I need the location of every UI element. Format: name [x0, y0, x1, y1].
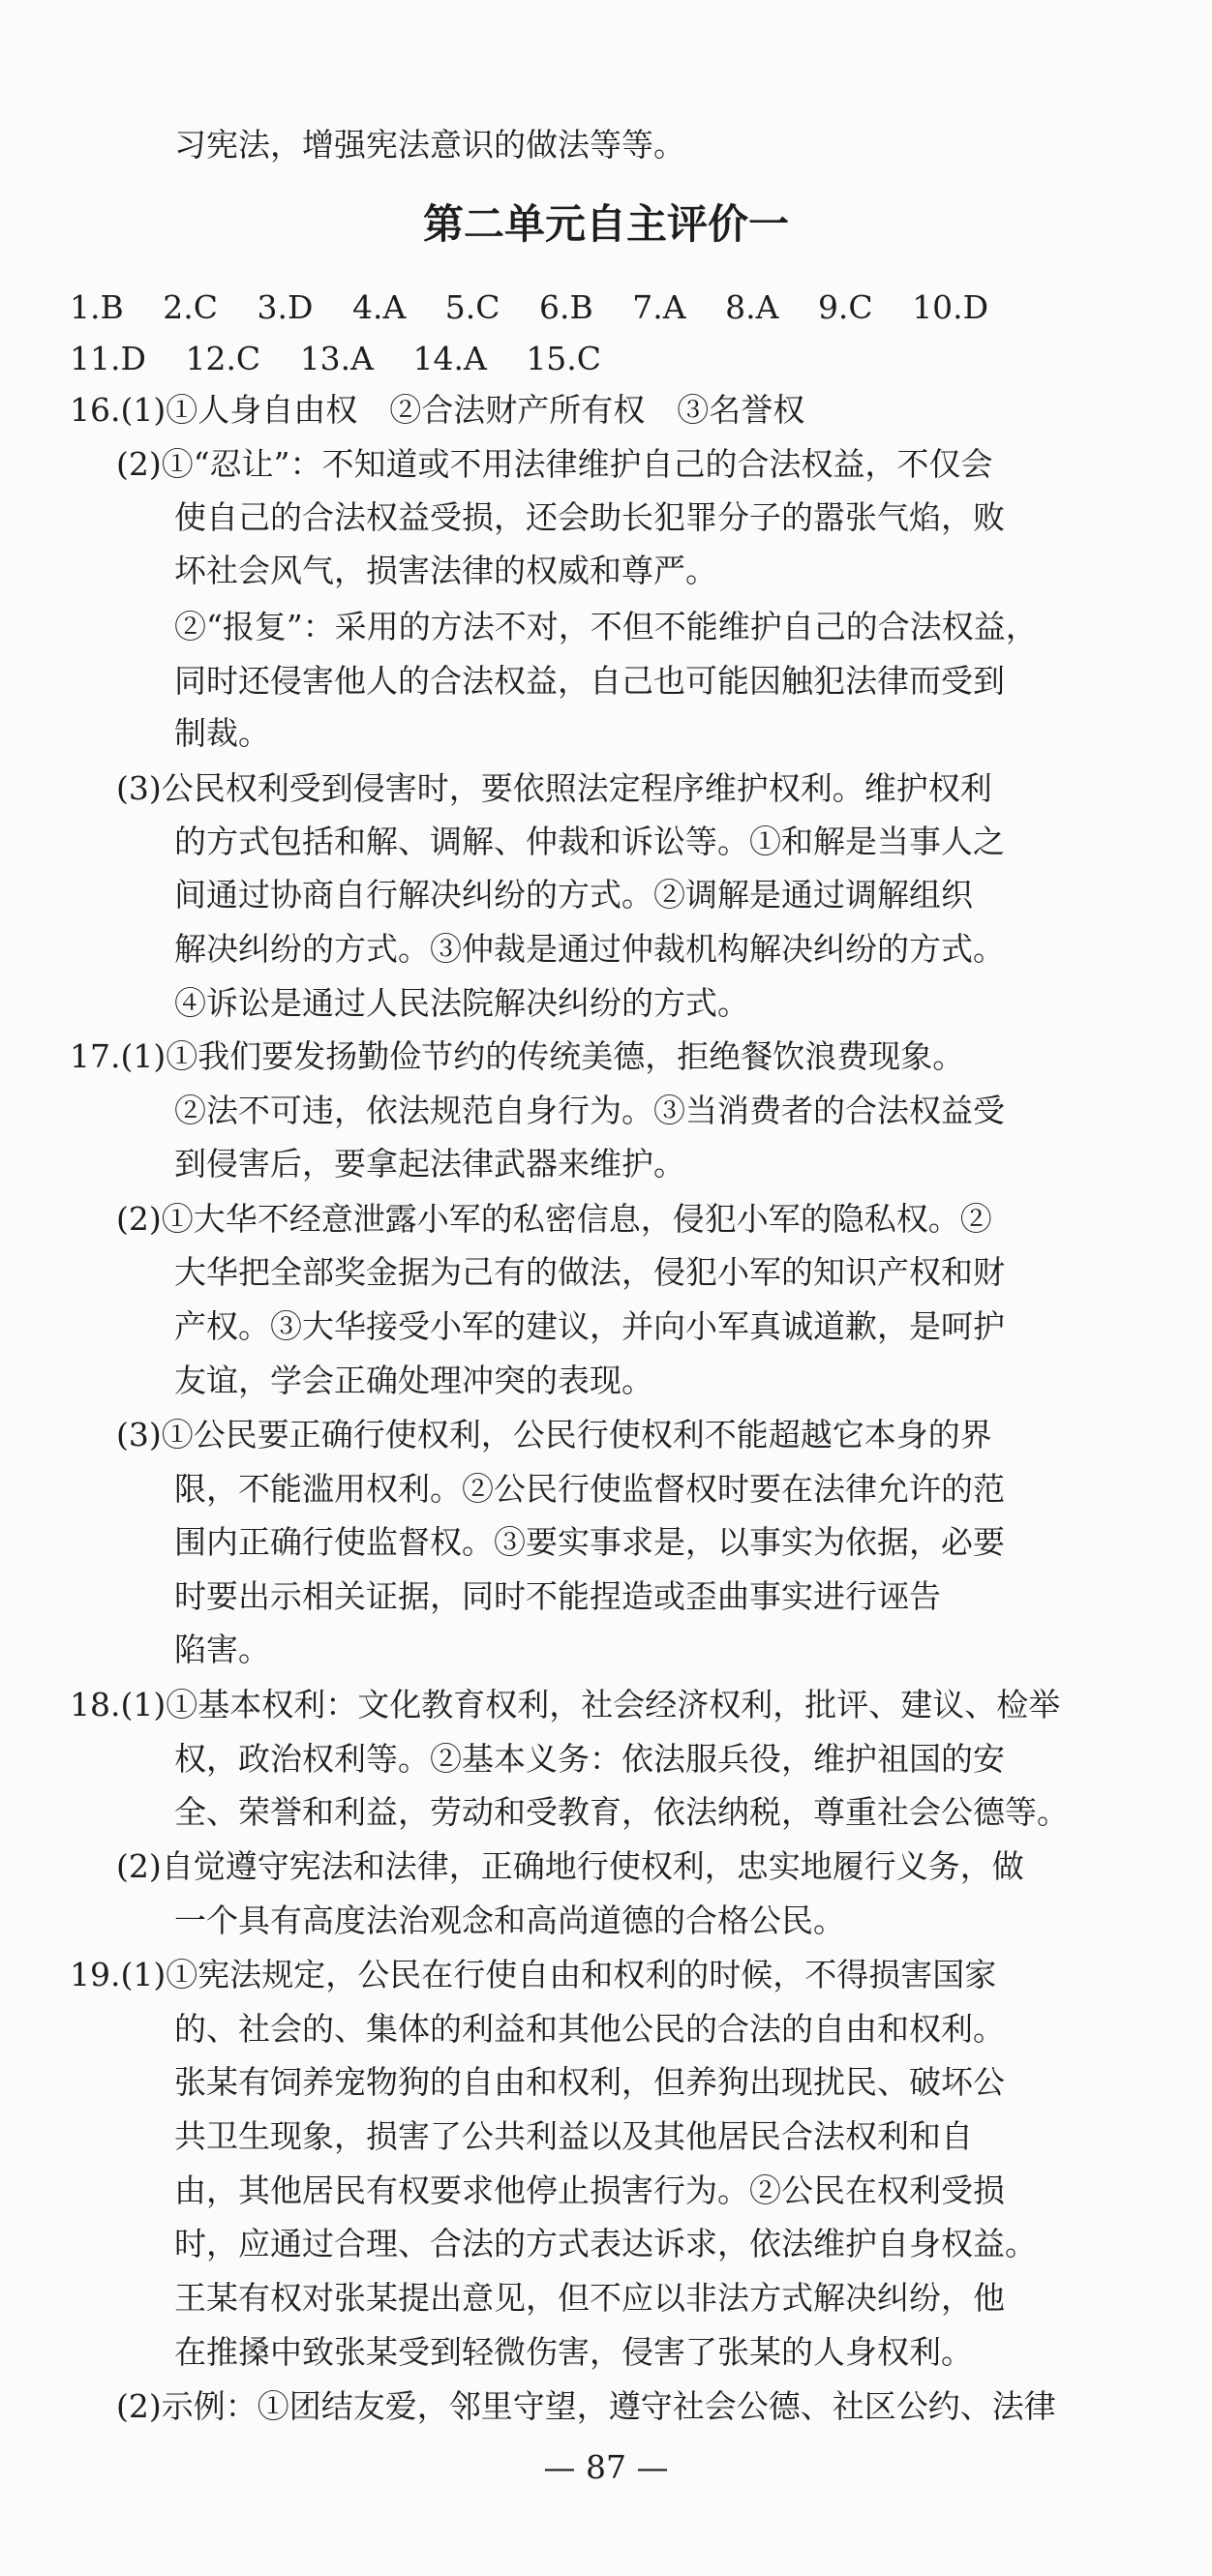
- answer-item: 1.B: [70, 288, 124, 326]
- text-line: ④诉讼是通过人民法院解决纠纷的方式。: [174, 984, 749, 1022]
- answer-item: 13.A: [299, 340, 374, 377]
- answer-row-1: [70, 284, 1017, 332]
- intro-line: 习宪法，增强宪法意识的做法等等。: [174, 126, 685, 164]
- answer-row-2: [70, 335, 630, 383]
- text-line: 一个具有高度法治观念和高尚道德的合格公民。: [174, 1902, 845, 1939]
- text-line: (2)示例：①团结友爱，邻里守望，遵守社会公德、社区公约、法律: [116, 2387, 1056, 2425]
- page-number: — 87 —: [543, 2448, 669, 2486]
- text-line: (3)公民权利受到侵害时，要依照法定程序维护权利。维护权利: [116, 769, 992, 807]
- text-line: 坏社会风气，损害法律的权威和尊严。: [174, 552, 717, 589]
- page-title: 第二单元自主评价一: [422, 200, 789, 248]
- text-line: 限，不能滥用权利。②公民行使监督权时要在法律允许的范: [174, 1470, 1005, 1508]
- text-line: 17.(1)①我们要发扬勤俭节约的传统美德，拒绝餐饮浪费现象。: [70, 1037, 965, 1075]
- answer-item: 14.A: [412, 340, 487, 377]
- text-line: 时，应通过合理、合法的方式表达诉求，依法维护自身权益。: [174, 2225, 1037, 2262]
- text-line: 由，其他居民有权要求他停止损害行为。②公民在权利受损: [174, 2172, 1005, 2209]
- answer-item: 6.B: [539, 288, 593, 326]
- text-line: 制裁。: [174, 714, 270, 752]
- answer-item: 8.A: [725, 288, 779, 326]
- text-line: 解决纠纷的方式。③仲裁是通过仲裁机构解决纠纷的方式。: [174, 930, 1005, 968]
- text-line: (3)①公民要正确行使权利，公民行使权利不能超越它本身的界: [116, 1416, 992, 1453]
- answer-item: 2.C: [163, 288, 218, 326]
- answer-item: 3.D: [257, 288, 314, 326]
- text-line: 16.(1)①人身自由权 ②合法财产所有权 ③名誉权: [70, 391, 805, 429]
- text-line: 18.(1)①基本权利：文化教育权利，社会经济权利，批评、建议、检举: [70, 1686, 1061, 1723]
- answer-item: 9.C: [817, 288, 873, 326]
- text-line: 王某有权对张某提出意见，但不应以非法方式解决纠纷，他: [174, 2279, 1005, 2317]
- text-line: 同时还侵害他人的合法权益，自己也可能因触犯法律而受到: [174, 662, 1005, 700]
- answer-item: 7.A: [632, 288, 686, 326]
- text-line: 共卫生现象，损害了公共利益以及其他居民合法权利和自: [174, 2117, 973, 2155]
- text-line: 在推搡中致张某受到轻微伤害，侵害了张某的人身权利。: [174, 2333, 973, 2371]
- text-line: (2)①“忍让”：不知道或不用法律维护自己的合法权益，不仅会: [116, 445, 993, 483]
- answer-item: 10.D: [912, 288, 989, 326]
- text-line: ②“报复”：采用的方法不对，不但不能维护自己的合法权益，: [174, 608, 1038, 645]
- answer-item: 5.C: [444, 288, 500, 326]
- text-line: 19.(1)①宪法规定，公民在行使自由和权利的时候，不得损害国家: [70, 1956, 997, 1993]
- answer-item: 11.D: [70, 340, 146, 377]
- text-line: 产权。③大华接受小军的建议，并向小军真诚道歉，是呵护: [174, 1307, 1005, 1345]
- text-line: ②法不可违，依法规范自身行为。③当消费者的合法权益受: [174, 1092, 1005, 1129]
- text-line: 的方式包括和解、调解、仲裁和诉讼等。①和解是当事人之: [174, 823, 1005, 860]
- text-line: 权，政治权利等。②基本义务：依法服兵役，维护祖国的安: [174, 1740, 1005, 1778]
- text-line: (2)自觉遵守宪法和法律，正确地行使权利，忠实地履行义务，做: [116, 1847, 1024, 1885]
- text-line: 围内正确行使监督权。③要实事求是，以事实为依据，必要: [174, 1523, 1005, 1561]
- answer-item: 4.A: [351, 288, 407, 326]
- text-line: 大华把全部奖金据为己有的做法，侵犯小军的知识产权和财: [174, 1253, 1005, 1291]
- text-line: 间通过协商自行解决纠纷的方式。②调解是通过调解组织: [174, 876, 973, 914]
- text-line: 的、社会的、集体的利益和其他公民的合法的自由和权利。: [174, 2010, 1005, 2048]
- text-line: 友谊，学会正确处理冲突的表现。: [174, 1362, 653, 1399]
- text-line: 使自己的合法权益受损，还会助长犯罪分子的嚣张气焰，败: [174, 498, 1005, 536]
- text-line: 时要出示相关证据，同时不能捏造或歪曲事实进行诬告: [174, 1577, 941, 1615]
- text-line: 陷害。: [174, 1631, 270, 1668]
- text-line: 到侵害后，要拿起法律武器来维护。: [174, 1145, 685, 1183]
- text-line: 全、荣誉和利益，劳动和受教育，依法纳税，尊重社会公德等。: [174, 1793, 1069, 1831]
- answer-item: 15.C: [526, 340, 602, 377]
- answer-item: 12.C: [185, 340, 261, 377]
- text-line: 张某有饲养宠物狗的自由和权利，但养狗出现扰民、破坏公: [174, 2063, 1005, 2101]
- text-line: (2)①大华不经意泄露小军的私密信息，侵犯小军的隐私权。②: [116, 1200, 992, 1238]
